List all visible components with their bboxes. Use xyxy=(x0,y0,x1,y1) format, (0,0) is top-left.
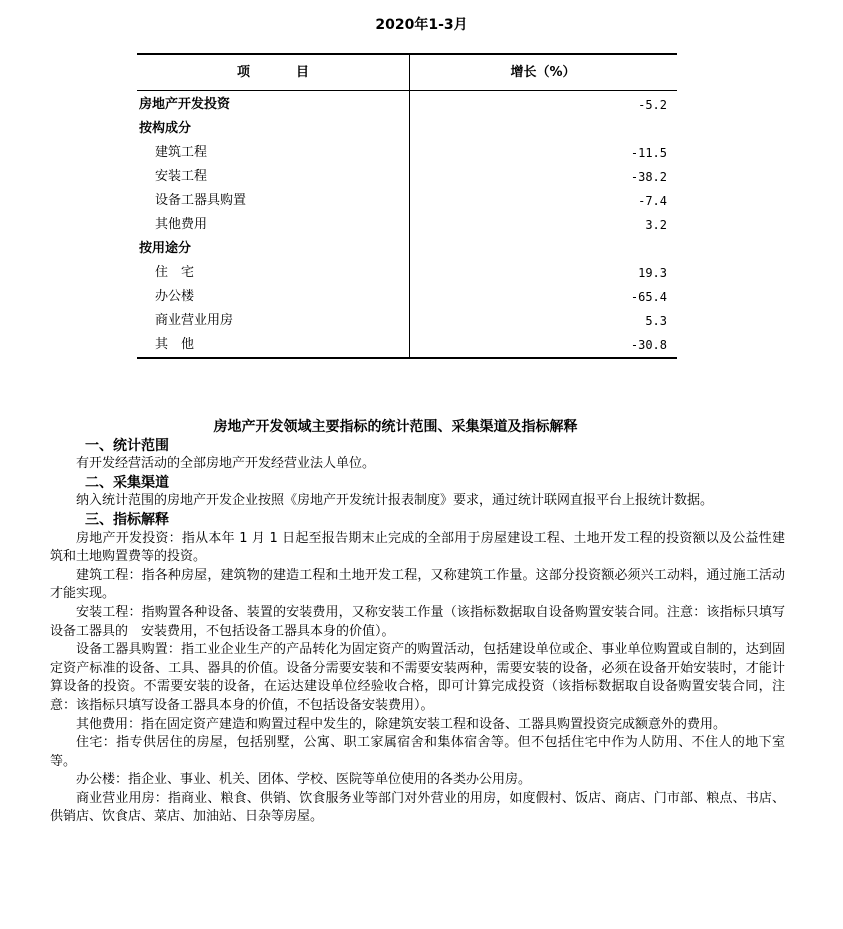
column-divider xyxy=(409,55,410,357)
row-label: 住 宅 xyxy=(155,265,195,280)
table-header xyxy=(137,55,677,91)
row-label: 其 他 xyxy=(155,337,195,352)
header-item-char-2: 目 xyxy=(296,65,310,80)
section-paragraph: 办公楼：指企业、事业、机关、团体、学校、医院等单位使用的各类办公用房。 xyxy=(76,772,532,788)
row-value: 3.2 xyxy=(645,218,667,232)
section-title: 一、统计范围 xyxy=(85,437,169,454)
row-value: -38.2 xyxy=(630,170,667,184)
section-paragraph: 其他费用：指在固定资产建造和购置过程中发生的，除建筑安装工程和设备、工器具购置投资完成额意外的费用。 xyxy=(76,716,727,732)
section-paragraph: 建筑工程：指各种房屋，建筑物的建造工程和土地开发工程，又称建筑工作量。这部分投资额必须兴工动料，通过施工活动才能实现。 xyxy=(50,567,785,602)
section-paragraph: 房地产开发投资：指从本年 1 月 1 日起至报告期末止完成的全部用于房屋建设工程、土地开发工程的投资额以及公益性建筑和土地购置费等的投资。 xyxy=(50,530,785,565)
row-label: 安装工程 xyxy=(155,169,208,184)
row-label: 房地产开发投资 xyxy=(139,97,231,112)
row-value: -65.4 xyxy=(630,290,667,304)
table-row xyxy=(137,165,677,189)
doc-heading: 房地产开发领域主要指标的统计范围、采集渠道及指标解释 xyxy=(213,419,578,435)
section-paragraph: 安装工程：指购置各种设备、装置的安装费用，又称安装工作量（该指标数据取自设备购置安装合同。注意：该指标只填写设备工器具的 安装费用，不包括设备工器具本身的价值）。 xyxy=(50,604,785,639)
row-value: 5.3 xyxy=(645,314,667,328)
table-row xyxy=(137,309,677,333)
document-body xyxy=(50,418,785,827)
section-title: 三、指标解释 xyxy=(85,511,169,528)
section-paragraph: 纳入统计范围的房地产开发企业按照《房地产开发统计报表制度》要求，通过统计联网直报平台上报统计数据。 xyxy=(76,493,714,509)
doc-sections xyxy=(50,437,785,827)
table-title: 2020年1-3月 xyxy=(375,17,468,33)
row-value xyxy=(411,237,677,261)
table-row xyxy=(137,237,677,261)
section-title: 二、采集渠道 xyxy=(85,474,169,491)
row-value: 19.3 xyxy=(638,266,667,280)
section-paragraph: 商业营业用房：指商业、粮食、供销、饮食服务业等部门对外营业的用房，如度假村、饭店、商店、门市部、粮点、书店、供销店、饮食店、菜店、加油站、日杂等房屋。 xyxy=(50,790,785,825)
header-item-char-1: 项 xyxy=(236,65,250,80)
growth-table xyxy=(137,53,677,359)
row-label: 按构成分 xyxy=(139,121,192,136)
row-value: -7.4 xyxy=(638,194,667,208)
row-label: 建筑工程 xyxy=(155,145,208,160)
row-label: 设备工器具购置 xyxy=(155,193,247,208)
section-paragraph: 住宅：指专供居住的房屋，包括别墅，公寓、职工家属宿舍和集体宿舍等。但不包括住宅中作为人防用、不住人的地下室等。 xyxy=(50,735,785,769)
row-label: 按用途分 xyxy=(139,241,192,256)
row-label: 其他费用 xyxy=(155,217,208,232)
row-value: -11.5 xyxy=(630,146,667,160)
row-value xyxy=(411,117,677,141)
table-row xyxy=(137,93,677,117)
header-growth: 增长（%） xyxy=(510,65,576,80)
section-paragraph: 有开发经营活动的全部房地产开发经营业法人单位。 xyxy=(76,456,376,472)
table-row xyxy=(137,285,677,309)
row-label: 办公楼 xyxy=(155,289,195,304)
table-row xyxy=(137,141,677,165)
row-value: -30.8 xyxy=(630,338,667,352)
row-label: 商业营业用房 xyxy=(155,313,234,328)
table-body xyxy=(137,91,677,357)
row-value: -5.2 xyxy=(638,98,667,112)
section-paragraph: 设备工器具购置：指工业企业生产的产品转化为固定资产的购置活动，包括建设单位或企、事业单位购置或自制的，达到固定资产标准的设备、工具、器具的价值。设备分需要安装和不需要安装两种，需要安装的设备，必须在设备开始安装时，才能计算设备的投资。不需要安装的设备，在运达建设单位经验收合格，即可计算完成投资（该指标数据取自设备购置安装合同，注意：该指标只填写设备工器具本身的价值，不包括设备安装费用）。 xyxy=(50,642,785,713)
table-row xyxy=(137,189,677,213)
table-row xyxy=(137,333,677,357)
header-item xyxy=(137,55,409,90)
table-row xyxy=(137,117,677,141)
table-row xyxy=(137,261,677,285)
table-row xyxy=(137,213,677,237)
